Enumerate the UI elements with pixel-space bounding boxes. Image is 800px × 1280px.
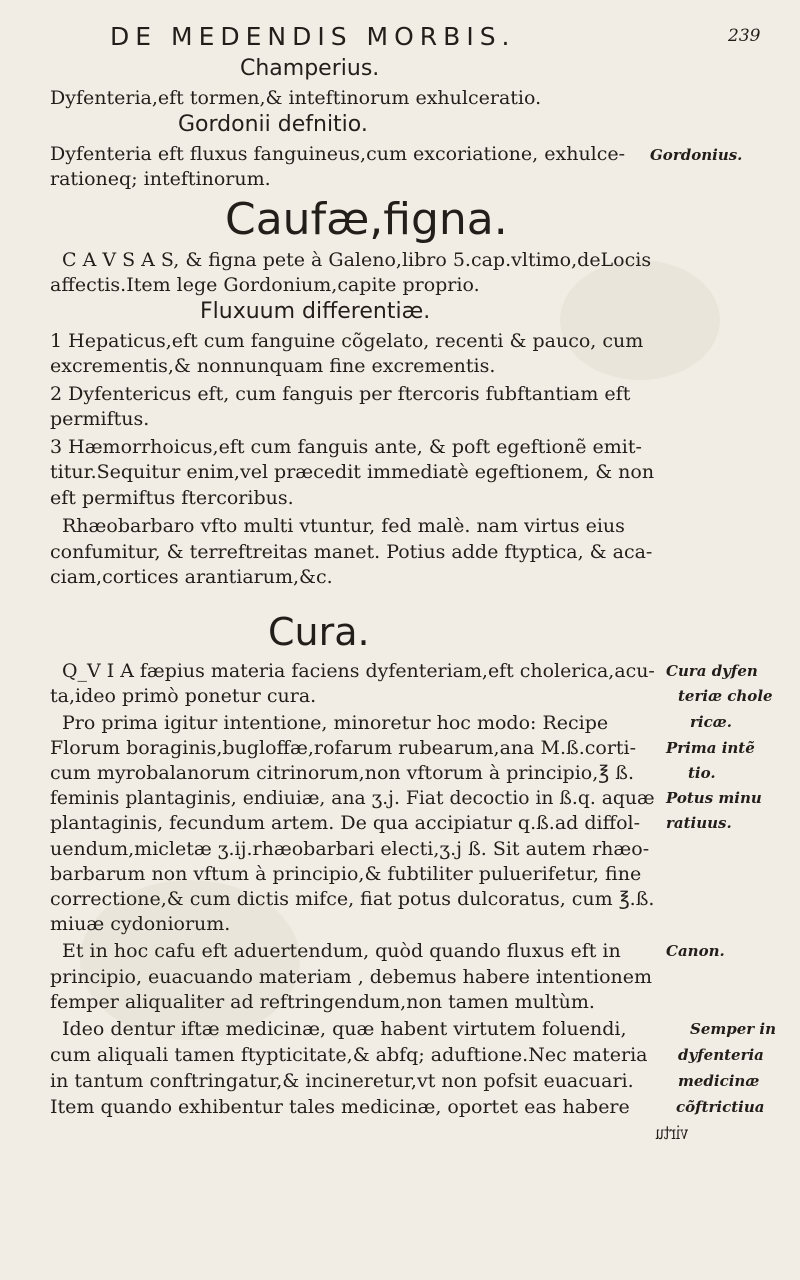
text-line: Et in hoc cafu eft aduertendum, quòd quando fluxus eft in [62,940,621,962]
text-line: femper aliqualiter ad reftringendum,non tamen multùm. [50,991,595,1013]
text-line: Dyfenteria eft fluxus fanguineus,cum excoriatione, exhulce- [50,143,626,165]
text-line: Rhæobarbaro vfto multi vtuntur, fed malè. nam virtus eius [62,515,625,537]
text-line: Ideo dentur iftæ medicinæ, quæ habent virtutem foluendi, [62,1018,627,1040]
margin-note: Cura dyfen [666,662,758,680]
text-line: in tantum conftringatur,& incineretur,vt non pofsit euacuari. [50,1070,634,1092]
text-line: correctione,& cum dictis mifce, fiat potus dulcoratus, cum ℥.ß. [50,888,655,910]
margin-note: ricæ. [690,713,732,731]
margin-note: Semper in [690,1020,777,1038]
text-line: miuæ cydoniorum. [50,913,231,935]
text-line: barbarum non vftum à principio,& fubtiliter puluerifetur, fine [50,863,642,885]
text-line: permiftus. [50,408,150,430]
margin-note: Potus minu [666,789,762,807]
text-line: Q_V I A fæpius materia faciens dyfenteriam,eft cholerica,acu- [62,660,655,682]
text-line: Dyfenteria,eft tormen,& inteftinorum exhulceratio. [50,87,542,109]
section-heading: Caufæ,figna. [225,194,508,245]
margin-note: ratiuus. [666,814,732,832]
text-line: cum aliquali tamen ftypticitate,& abfq; aduftione.Nec materia [50,1044,648,1066]
text-line: Florum boraginis,bugloffæ,rofarum rubearum,ana M.ß.corti- [50,737,637,759]
margin-note: Canon. [666,942,725,960]
text-line: 2 Dyfentericus eft, cum fanguis per ftercoris fubftantiam eft [50,383,631,405]
text-line: 3 Hæmorrhoicus,eft cum fanguis ante, & poft egeftionẽ emit- [50,436,642,458]
text-line: C A V S A S, & figna pete à Galeno,libro 5.cap.vltimo,deLocis [62,249,652,271]
text-line: cum myrobalanorum citrinorum,non vftorum à principio,℥ ß. [50,762,634,784]
text-line: confumitur, & terreftreitas manet. Potius adde ftyptica, & aca- [50,541,653,563]
margin-note: cõftrictiua [676,1098,765,1116]
text-line: rationeq; inteftinorum. [50,168,271,190]
section-heading: Champerius. [240,56,380,81]
section-heading: Gordonii defnitio. [178,112,368,137]
text-line: affectis.Item lege Gordonium,capite proprio. [50,274,480,296]
page-number: 239 [728,26,761,46]
text-line: feminis plantaginis, endiuiæ, ana ʒ.j. Fiat decoctio in ß.q. aquæ [50,787,655,809]
paper-stain [560,260,720,380]
text-line: ciam,cortices arantiarum,&c. [50,566,333,588]
text-line: uendum,micletæ ʒ.ij.rhæobarbari electi,ʒ.j ß. Sit autem rhæo- [50,838,650,860]
margin-note: Gordonius. [650,146,743,164]
text-line: eft permiftus ftercoribus. [50,487,294,509]
margin-note: medicinæ [678,1072,760,1090]
margin-note: tio. [688,764,716,782]
section-heading: Fluxuum differentiæ. [200,299,431,324]
text-line: virtu [655,1122,688,1144]
text-line: Item quando exhibentur tales medicinæ, oportet eas habere [50,1096,630,1118]
running-header: DE MEDENDIS MORBIS. [110,22,516,51]
margin-note: dyfenteria [678,1046,764,1064]
text-line: titur.Sequitur enim,vel præcedit immediatè egeftionem, & non [50,461,655,483]
text-line: ta,ideo primò ponetur cura. [50,685,317,707]
text-line: excrementis,& nonnunquam fine excrementis. [50,355,496,377]
margin-note: Prima intẽ [666,739,755,757]
section-heading: Cura. [268,610,370,654]
text-line: Pro prima igitur intentione, minoretur hoc modo: Recipe [62,712,609,734]
text-line: 1 Hepaticus,eft cum fanguine cõgelato, recenti & pauco, cum [50,330,644,352]
text-line: plantaginis, fecundum artem. De qua accipiatur q.ß.ad diffol- [50,812,641,834]
text-line: principio, euacuando materiam , debemus habere intentionem [50,966,653,988]
margin-note: teriæ chole [678,687,773,705]
